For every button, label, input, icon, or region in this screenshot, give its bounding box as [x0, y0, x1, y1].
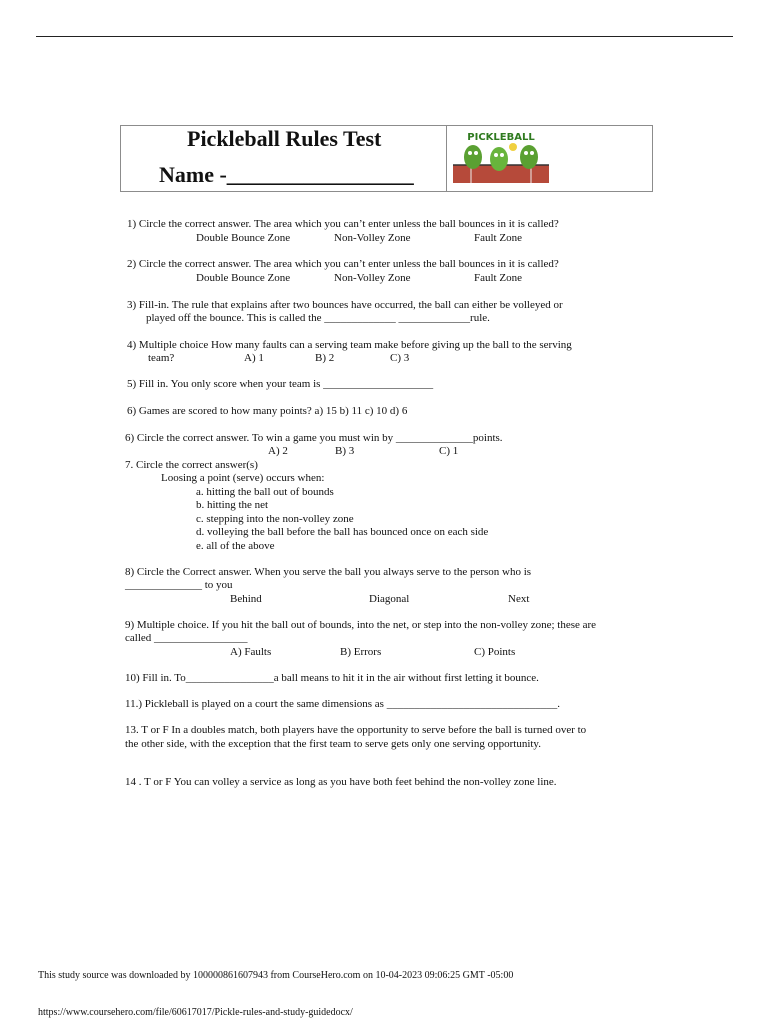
q6b-option-b: B) 3: [335, 445, 355, 457]
question-4-line1: 4) Multiple choice How many faults can a serving team make before giving up the ball to the serving: [127, 339, 572, 351]
q7-option-d: d. volleying the ball before the ball has bounced once on each side: [196, 526, 489, 538]
question-14: 14 . T or F You can volley a service as long as you have both feet behind the non-volley zone line.: [125, 776, 557, 788]
q7-option-a: a. hitting the ball out of bounds: [196, 486, 334, 498]
question-4-line2: team?: [148, 352, 175, 364]
top-rule: [36, 36, 733, 37]
question-2: 2) Circle the correct answer. The area which you can’t enter unless the ball bounces in it is called?: [127, 258, 559, 270]
pickleball-logo: [451, 129, 551, 189]
q9-option-b: B) Errors: [340, 646, 382, 658]
q9-option-a: A) Faults: [230, 646, 272, 658]
q7-option-b: b. hitting the net: [196, 499, 269, 511]
question-9-line2: called _________________: [125, 632, 248, 644]
q9-option-c: C) Points: [474, 646, 516, 658]
question-3-line1: 3) Fill-in. The rule that explains after two bounces have occurred, the ball can either be volleyed or: [127, 299, 563, 311]
download-notice: This study source was downloaded by 100000861607943 from CourseHero.com on 10-04-2023 09:06:25 GMT -05:00: [38, 970, 514, 981]
q2-option-b: Non-Volley Zone: [334, 272, 411, 284]
q8-option-c: Next: [508, 593, 530, 605]
question-8-line2: ______________ to you: [125, 579, 233, 591]
question-8-line1: 8) Circle the Correct answer. When you serve the ball you always serve to the person who is: [125, 566, 532, 578]
question-13-line1: 13. T or F In a doubles match, both players have the opportunity to serve before the ball is turned over to: [125, 724, 587, 736]
q1-option-b: Non-Volley Zone: [334, 232, 411, 244]
q8-option-b: Diagonal: [369, 593, 410, 605]
question-9-line1: 9) Multiple choice. If you hit the ball out of bounds, into the net, or step into the non-volley zone; these are: [125, 619, 597, 631]
question-6b: 6) Circle the correct answer. To win a game you must win by ______________points.: [125, 432, 503, 444]
q6b-option-a: A) 2: [268, 445, 288, 457]
question-10: 10) Fill in. To________________a ball means to hit it in the air without first letting it bounce.: [125, 672, 539, 684]
q2-option-a: Double Bounce Zone: [196, 272, 291, 284]
question-6: 6) Games are scored to how many points? a) 15 b) 11 c) 10 d) 6: [127, 405, 408, 417]
q4-option-a: A) 1: [244, 352, 264, 364]
question-7-line1: 7. Circle the correct answer(s): [125, 459, 258, 471]
q1-option-a: Double Bounce Zone: [196, 232, 291, 244]
q7-option-e: e. all of the above: [196, 540, 275, 552]
q1-option-c: Fault Zone: [474, 232, 522, 244]
question-1: 1) Circle the correct answer. The area which you can’t enter unless the ball bounces in it is called?: [127, 218, 559, 230]
q8-option-a: Behind: [230, 593, 262, 605]
logo-text: PICKLEBALL: [467, 132, 535, 143]
source-url[interactable]: https://www.coursehero.com/file/60617017/Pickle-rules-and-study-guidedocx/: [38, 1007, 353, 1018]
question-11: 11.) Pickleball is played on a court the same dimensions as _______________________________.: [125, 698, 560, 710]
question-7-line2: Loosing a point (serve) occurs when:: [161, 472, 325, 484]
header-table: [120, 125, 653, 192]
q4-option-c: C) 3: [390, 352, 410, 364]
question-3-line2: played off the bounce. This is called the _____________ _____________rule.: [146, 312, 490, 324]
page-title: Pickleball Rules Test: [187, 126, 382, 151]
q6b-option-c: C) 1: [439, 445, 459, 457]
question-5: 5) Fill in. You only score when your team is ____________________: [127, 378, 434, 390]
name-field-label: Name -_________________: [159, 162, 414, 187]
q2-option-c: Fault Zone: [474, 272, 522, 284]
q7-option-c: c. stepping into the non-volley zone: [196, 513, 354, 525]
q4-option-b: B) 2: [315, 352, 335, 364]
question-13-line2: the other side, with the exception that the first team to serve gets only one serving opportunity.: [125, 738, 541, 750]
header-left-cell: [121, 126, 447, 191]
